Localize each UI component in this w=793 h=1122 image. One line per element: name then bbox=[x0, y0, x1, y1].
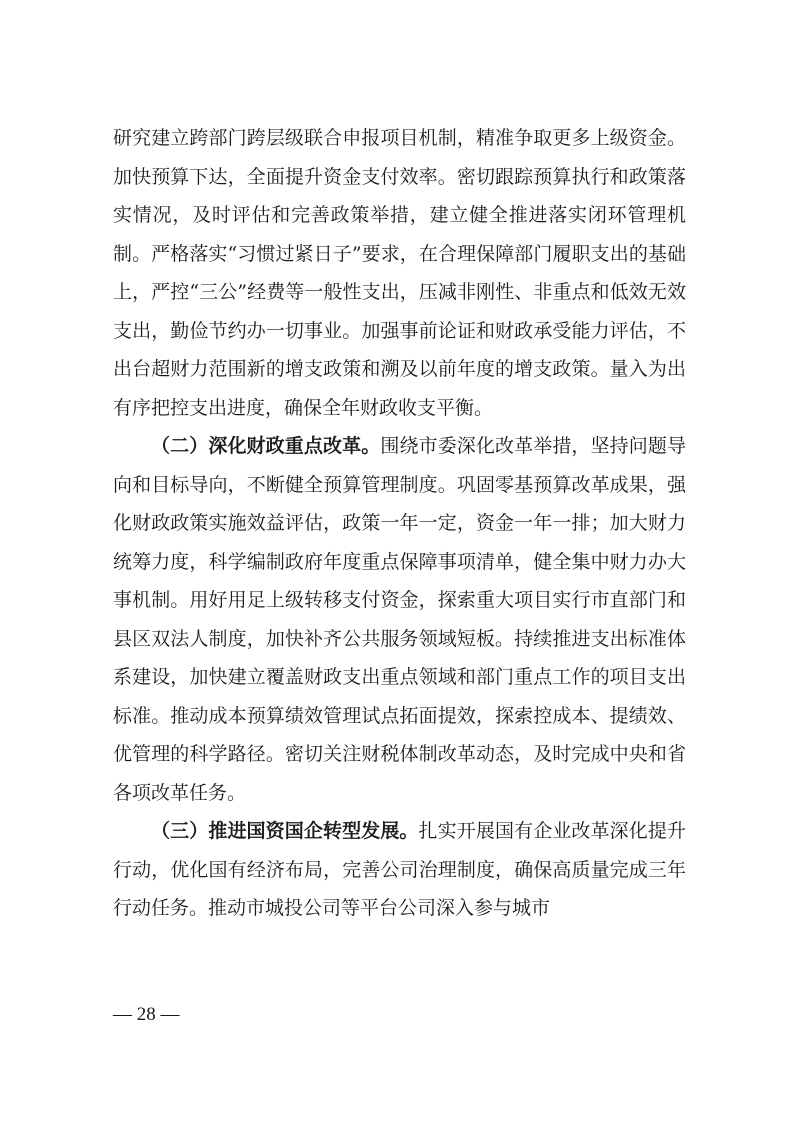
paragraph-section-three bbox=[113, 812, 686, 928]
section-heading: （二）深化财政重点改革。 bbox=[151, 435, 381, 457]
page-number: — 28 — bbox=[113, 1004, 180, 1025]
paragraph-continuation bbox=[113, 119, 686, 427]
paragraph-text: 扎实开展国有企业改革深化提升行动，优化国有经济布局，完善公司治理制度，确保高质量完成三年行动任务。推动市城投公司等平台公司深入参与城市 bbox=[113, 820, 686, 919]
paragraph-text: 围绕市委深化改革举措，坚持问题导向和目标导向，不断健全预算管理制度。巩固零基预算改革成果，强化财政政策实施效益评估，政策一年一定，资金一年一排；加大财力统筹力度，科学编制政府年度重点保障事项清单，健全集中财力办大事机制。用好用足上级转移支付资金，探索重大项目实行市直部门和县区双法人制度，加快补齐公共服务领域短板。持续推进支出标准体系建设，加快建立覆盖财政支出重点领域和部门重点工作的项目支出标准。推动成本预算绩效管理试点拓面提效，探索控成本、提绩效、优管理的科学路径。密切关注财税体制改革动态，及时完成中央和省各项改革任务。 bbox=[113, 435, 686, 804]
document-body bbox=[113, 119, 686, 928]
paragraph-section-two bbox=[113, 427, 686, 812]
paragraph-text: 研究建立跨部门跨层级联合申报项目机制，精准争取更多上级资金。加快预算下达，全面提升资金支付效率。密切跟踪预算执行和政策落实情况，及时评估和完善政策举措，建立健全推进落实闭环管理机制。严格落实“习惯过紧日子”要求，在合理保障部门履职支出的基础上，严控“三公”经费等一般性支出，压减非刚性、非重点和低效无效支出，勤俭节约办一切事业。加强事前论证和财政承受能力评估，不出台超财力范围新的增支政策和溯及以前年度的增支政策。量入为出有序把控支出进度，确保全年财政收支平衡。 bbox=[113, 127, 686, 419]
section-heading: （三）推进国资国企转型发展。 bbox=[151, 820, 419, 842]
